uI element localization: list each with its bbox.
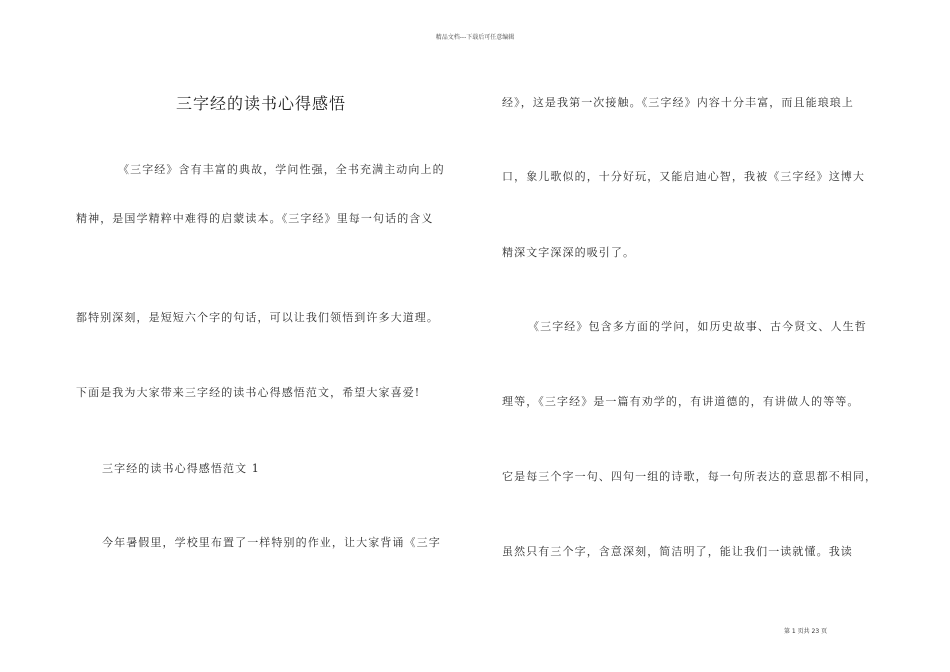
document-title: 三字经的读书心得感悟 (176, 94, 347, 113)
paragraph-line: 虽然只有三个字，含意深刻，简洁明了，能让我们一读就懂。我读 (502, 545, 853, 558)
paragraph-line: 《三字经》含有丰富的典故，学问性强，全书充满主动向上的 (118, 163, 445, 176)
paragraph-line: 口，象儿歌似的，十分好玩，又能启迪心智，我被《三字经》这博大 (502, 170, 865, 183)
paragraph-line: 精神，是国学精粹中难得的启蒙读本。《三字经》里每一句话的含义 (76, 212, 434, 225)
paragraph-line: 精深文字深深的吸引了。 (502, 246, 636, 259)
paragraph-line: 下面是我为大家带来三字经的读书心得感悟范文，希望大家喜爱! (76, 386, 421, 399)
paragraph-line: 经》，这是我第一次接触。《三字经》内容十分丰富，而且能琅琅上 (502, 96, 854, 109)
paragraph-line: 今年暑假里，学校里布置了一样特别的作业，让大家背诵《三字 (102, 536, 441, 549)
section-heading: 三字经的读书心得感悟范文 1 (102, 462, 260, 475)
paragraph-line: 都特别深刻，是短短六个字的句话，可以让我们领悟到许多大道理。 (76, 311, 439, 324)
page-number: 第 1 页共 23 页 (784, 628, 828, 635)
header-note: 精品文档---下载后可任意编辑 (435, 34, 515, 41)
paragraph-line: 《三字经》包含多方面的学问，如历史故事、古今贤文、人生哲 (528, 320, 867, 333)
paragraph-line: 理等，《三字经》是一篇有劝学的，有讲道德的，有讲做人的等等。 (502, 395, 860, 408)
paragraph-line: 它是每三个字一句、四句一组的诗歌，每一句所表达的意思都不相同， (502, 470, 878, 483)
